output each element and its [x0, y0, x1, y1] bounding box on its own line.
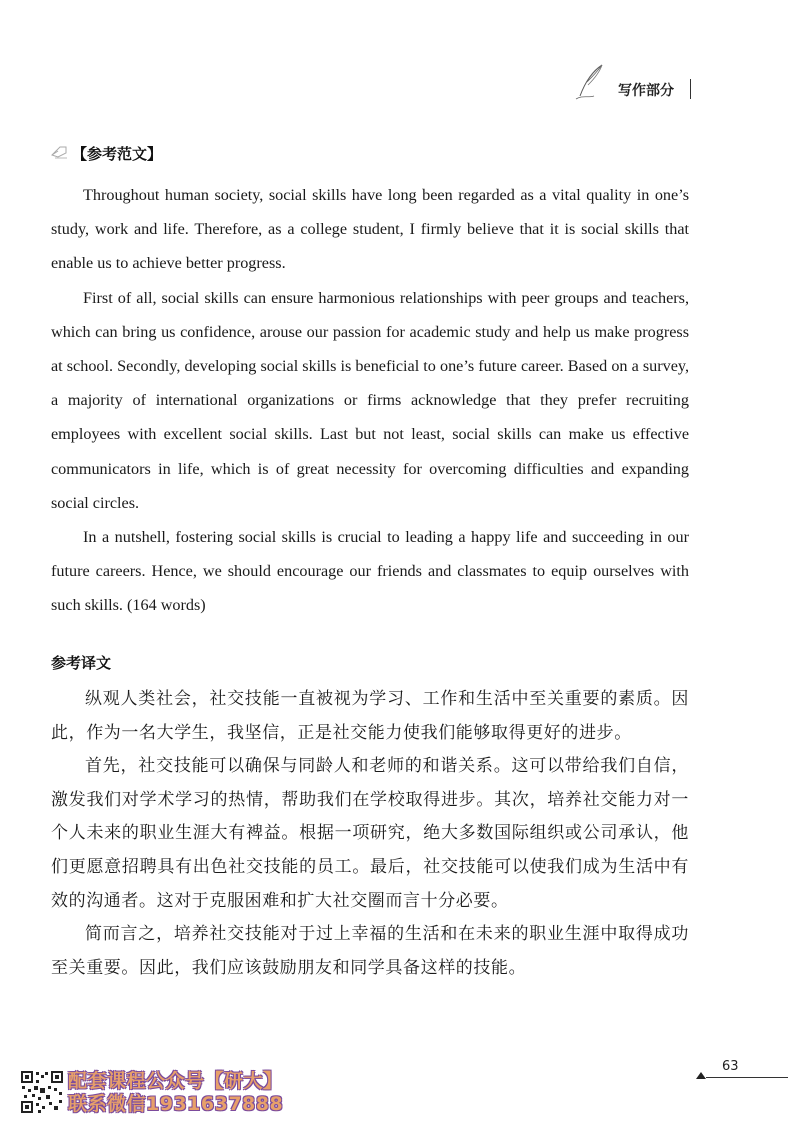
watermark-line: 配套课程公众号【研大】 [68, 1070, 283, 1092]
essay-paragraph: First of all, social skills can ensure harmonious relationships with peer groups and teachers, which can bring us confidence, arouse our passion for academic study and help us make progress at school. Secondly, developing social skills is beneficial to one’s future career. Based on a survey, a majority of international organizations or firms acknowledge that they prefer recruiting employees with excellent social skills. Last but not least, social skills can make us effective communicators in life, which is of great necessity for overcoming difficulties and expanding social circles. [51, 288, 689, 512]
page-number: 63 [722, 1059, 739, 1074]
translation-paragraph: 简而言之，培养社交技能对于过上幸福的生活和在未来的职业生涯中取得成功至关重要。因此，我们应该鼓励朋友和同学具备这样的技能。 [51, 924, 689, 978]
pen-nib-icon [50, 143, 70, 159]
section-title: 写作部分 [618, 83, 674, 99]
reference-essay-heading: 【参考范文】 [72, 145, 163, 163]
translation-paragraph: 纵观人类社会，社交技能一直被视为学习、工作和生活中至关重要的素质。因此，作为一名大学生，我坚信，正是社交能力使我们能够取得更好的进步。 [51, 689, 689, 743]
footer-rule [706, 1077, 788, 1078]
qr-code-icon [20, 1070, 64, 1114]
essay-paragraph: Throughout human society, social skills have long been regarded as a vital quality in one’s study, work and life. Therefore, as a college student, I firmly believe that it is social skills that enable us to achieve better progress. [51, 186, 689, 273]
translation-text [51, 683, 689, 985]
watermark-line: 联系微信1931637888 [68, 1093, 284, 1115]
promo-watermark [68, 1070, 318, 1115]
quill-icon [572, 62, 608, 102]
essay-paragraph: In a nutshell, fostering social skills is crucial to leading a happy life and succeeding in our future careers. Hence, we should encourage our friends and classmates to equip ourselves with such skills. (164 words) [51, 528, 689, 615]
section-divider [690, 79, 691, 99]
translation-paragraph: 首先，社交技能可以确保与同龄人和老师的和谐关系。这可以带给我们自信，激发我们对学术学习的热情，帮助我们在学校取得进步。其次，培养社交能力对一个人未来的职业生涯大有裨益。根据一项研究，绝大多数国际组织或公司承认，他们更愿意招聘具有出色社交技能的员工。最后，社交技能可以使我们成为生活中有效的沟通者。这对于克服困难和扩大社交圈而言十分必要。 [51, 756, 689, 911]
reference-essay [51, 178, 689, 623]
translation-heading: 参考译文 [51, 654, 112, 672]
triangle-marker-icon [696, 1072, 706, 1079]
